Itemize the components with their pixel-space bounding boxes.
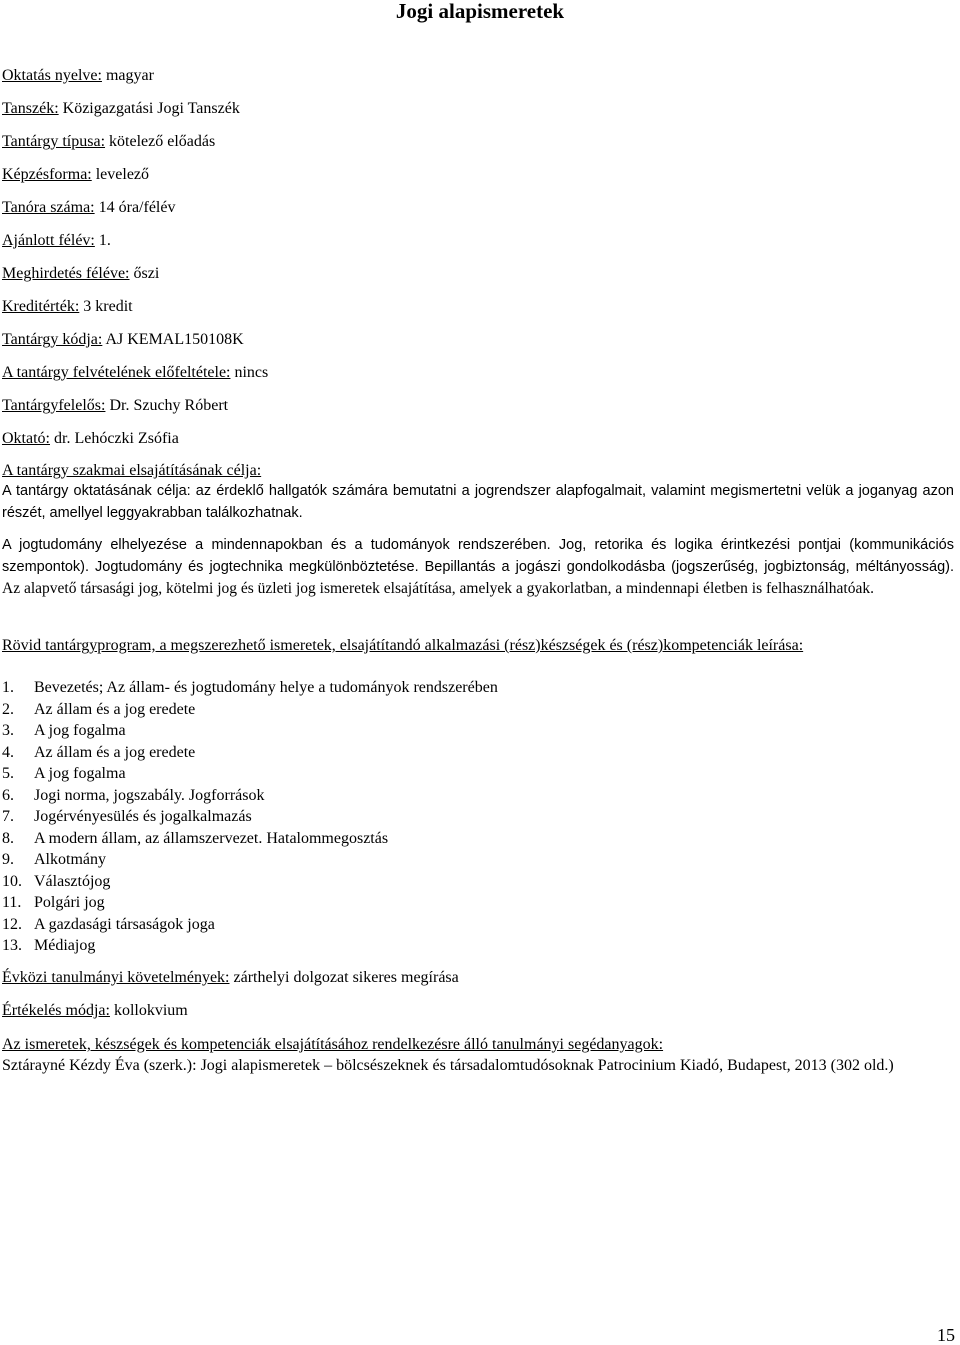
field-value: nincs <box>234 364 269 381</box>
field-label: Tantárgyfelelős: <box>2 397 106 414</box>
list-item: 1. Bevezetés; Az állam- és jogtudomány helye a tudományok rendszerében <box>2 679 498 696</box>
field-label: Tantárgy kódja: <box>2 331 103 348</box>
list-item: 7. Jogérvényesülés és jogalkalmazás <box>2 808 252 825</box>
list-item: 2. Az állam és a jog eredete <box>2 700 196 718</box>
list-item: 4. Az állam és a jog eredete <box>2 743 196 761</box>
field-label: Képzésforma: <box>2 166 92 183</box>
field-value: 14 óra/félév <box>98 199 176 216</box>
field-prerequisite <box>2 363 268 383</box>
list-item: 3. A jog fogalma <box>2 722 126 739</box>
field-value: magyar <box>105 67 154 84</box>
field-value: dr. Lehóczki Zsófia <box>54 430 179 447</box>
field-department <box>2 99 240 119</box>
field-training-form <box>2 165 149 185</box>
goal-heading: A tantárgy szakmai elsajátításának célja: <box>2 462 262 479</box>
list-item: 13. Médiajog <box>2 937 96 954</box>
program-list <box>2 677 498 957</box>
field-label: Kreditérték: <box>2 298 80 315</box>
program-section <box>2 635 954 656</box>
field-label: Ajánlott félév: <box>2 232 95 249</box>
field-label: Tanszék: <box>2 100 59 117</box>
field-course-code <box>2 330 244 350</box>
requirements-label: Évközi tanulmányi követelmények: <box>2 969 230 986</box>
list-item: 8. A modern állam, az államszervezet. Hatalommegosztás <box>2 829 389 847</box>
list-item: 10. Választójog <box>2 872 111 890</box>
field-value: 3 kredit <box>83 298 133 315</box>
goal-section <box>2 460 954 601</box>
field-value: levelező <box>95 166 150 183</box>
goal-paragraph-1: A tantárgy oktatásának célja: az érdeklő hallgatók számára bemutatni a jogrendszer alapfogalmait, valamint megismertetni velük a joganyag azon részét, amellyel leggyakrabban találkozhatnak. <box>2 483 954 521</box>
goal-paragraph-2-part-2: Az alapvető társasági jog, kötelmi jog és üzleti jog ismeretek elsajátítása, amelyek a gyakorlatban, a mindennapi életben is felhasználhatóak. <box>2 580 874 597</box>
field-label: Tanóra száma: <box>2 199 95 216</box>
field-value: őszi <box>133 265 160 282</box>
field-course-type <box>2 132 215 152</box>
goal-paragraph-2-part-1: A jogtudomány elhelyezése a mindennapokban és a tudományok rendszerében. Jog, retorika és logika érintkezési pontjai (kommunikációs szempontok). Jogtudomány és jogtechnika megkülönböztetése. Bepillantás a jogászi gondolkodásba (jogszerűség, jogbiztonság, méltányosság). <box>2 537 954 575</box>
requirements-value: zárthelyi dolgozat sikeres megírása <box>233 969 459 986</box>
field-label: Meghirdetés féléve: <box>2 265 130 282</box>
field-value: 1. <box>98 232 111 249</box>
field-responsible <box>2 396 228 416</box>
field-label: Oktató: <box>2 430 50 447</box>
materials-section <box>2 1034 954 1077</box>
list-item: 11. Polgári jog <box>2 894 105 911</box>
list-item: 9. Alkotmány <box>2 851 106 868</box>
field-announcement-semester <box>2 264 159 284</box>
field-label: Oktatás nyelve: <box>2 67 102 84</box>
field-credit <box>2 297 133 317</box>
field-value: kötelező előadás <box>109 133 216 150</box>
program-heading: Rövid tantárgyprogram, a megszerezhető ismeretek, elsajátítandó alkalmazási (rész)készségek és (rész)kompetenciák leírása: <box>2 637 804 654</box>
field-value: Közigazgatási Jogi Tanszék <box>62 100 240 117</box>
goal-paragraph-2 <box>2 535 954 601</box>
materials-heading: Az ismeretek, készségek és kompetenciák elsajátításához rendelkezésre álló tanulmányi segédanyagok: <box>2 1036 664 1053</box>
field-label: Tantárgy típusa: <box>2 133 106 150</box>
field-recommended-semester <box>2 231 111 251</box>
evaluation-label: Értékelés módja: <box>2 1002 110 1019</box>
field-value: AJ KEMAL150108K <box>105 331 244 348</box>
field-label: A tantárgy felvételének előfeltétele: <box>2 364 231 381</box>
document-title: Jogi alapismeretek <box>395 0 565 23</box>
field-value: Dr. Szuchy Róbert <box>109 397 229 414</box>
field-hours <box>2 198 175 218</box>
requirements-line <box>2 968 459 988</box>
materials-text: Sztárayné Kézdy Éva (szerk.): Jogi alapismeretek – bölcsészeknek és társadalomtudósoknak Patrocinium Kiadó, Budapest, 2013 (302 old.) <box>2 1057 894 1074</box>
list-item: 12. A gazdasági társaságok joga <box>2 915 215 933</box>
list-item: 6. Jogi norma, jogszabály. Jogforrások <box>2 786 265 804</box>
evaluation-value: kollokvium <box>113 1002 188 1019</box>
list-item: 5. A jog fogalma <box>2 765 126 782</box>
field-teacher <box>2 429 179 449</box>
page-number: 15 <box>937 1325 955 1345</box>
evaluation-line <box>2 1001 188 1021</box>
field-language <box>2 66 154 86</box>
